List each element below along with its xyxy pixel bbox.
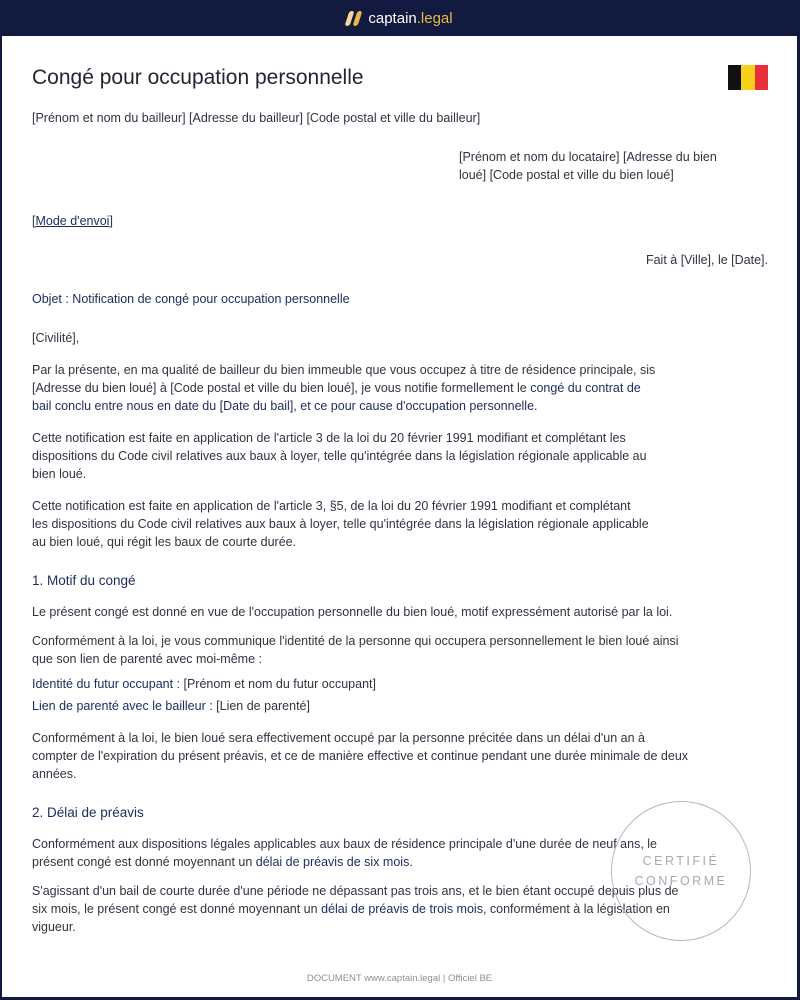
paragraph-motif: Le présent congé est donné en vue de l'occupation personnelle du bien loué, motif expressément autorisé par la loi. (32, 605, 673, 619)
tenant-address-block (459, 148, 717, 184)
field-label: Lien de parenté avec le bailleur : (32, 699, 217, 713)
document-footer: DOCUMENT www.captain.legal | Officiel BE (306, 973, 493, 984)
future-occupant-identity (32, 675, 376, 693)
paragraph-legal-basis-short-lease: Cette notification est faite en application de l'article 3, §5, de la loi du 20 février 1991 modifiant et complétant les dispositions du Code civil relatives aux baux à loyer, telle qu'intégrée dans la législation régionale applicable au bien loué, qui régit les baux de courte durée. (32, 499, 649, 549)
landlord-address-block: [Prénom et nom du bailleur] [Adresse du bailleur] [Code postal et ville du bailleur] (32, 111, 481, 125)
sending-method-link[interactable]: Mode d'envoi (35, 214, 110, 228)
subject-line: Objet : Notification de congé pour occupation personnelle (32, 292, 350, 306)
highlighted-term: congé du contrat de (530, 381, 641, 395)
field-value: [Prénom et nom du futur occupant] (183, 677, 376, 691)
captain-logo-icon (347, 11, 360, 26)
highlighted-term: bail conclu entre nous en date du [Date du bail], et ce pour cause d'occupation personnelle (32, 399, 535, 413)
place-date-line: Fait à [Ville], le [Date]. (645, 253, 768, 267)
document-title: Congé pour occupation personnelle (32, 66, 364, 89)
paragraph-notice-nine-years: Conformément aux dispositions légales applicables aux baux de résidence principale d'une durée de neuf ans, le présent congé est donné moyennant un délai de préavis de six mois. (32, 837, 658, 869)
document-page (2, 36, 797, 997)
tenant-address-line: [Prénom et nom du locataire] [Adresse du bien (459, 150, 717, 164)
section-heading-preavis: 2. Délai de préavis (32, 805, 144, 820)
stamp-text: CONFORME (634, 874, 728, 888)
field-value: [Lien de parenté] (216, 699, 310, 713)
sending-method-line: [Mode d'envoi] (32, 214, 113, 228)
belgium-flag-icon (728, 65, 768, 90)
certified-stamp (611, 801, 751, 941)
paragraph-identity-intro: Conformément à la loi, je vous communique l'identité de la personne qui occupera personnellement le bien loué ainsi que son lien de parenté avec moi-même : (32, 634, 679, 666)
tenant-address-line: loué] [Code postal et ville du bien loué] (459, 168, 674, 182)
paragraph-notification: Par la présente, en ma qualité de bailleur du bien immeuble que vous occupez à titre de résidence principale, sis [Adresse du bien loué] à [Code postal et ville du bien loué], je vous notifie formellement le congé du contrat de bail conclu entre nous en date du [Date du bail], et ce pour cause d'occupation personnelle. (32, 363, 656, 413)
field-label: Identité du futur occupant : (32, 677, 184, 691)
paragraph-notice-short-lease: S'agissant d'un bail de courte durée d'une période ne dépassant pas trois ans, et le bien étant occupé depuis plus de six mois, le présent congé est donné moyennant un délai de préavis de trois mois, conformément à la législation en vigueur. (32, 884, 679, 934)
stamp-text: CERTIFIÉ (642, 854, 720, 868)
brand-logo[interactable] (347, 10, 452, 27)
brand-name: captain.legal (368, 9, 453, 27)
highlighted-term: délai de préavis de six mois (255, 855, 410, 869)
salutation: [Civilité], (32, 331, 80, 345)
highlighted-term: délai de préavis de trois mois (321, 902, 483, 916)
brand-name-accent: .legal (416, 9, 453, 27)
section-heading-motif: 1. Motif du congé (32, 573, 136, 588)
paragraph-legal-basis: Cette notification est faite en application de l'article 3 de la loi du 20 février 1991 modifiant et complétant les dispositions du Code civil relatives aux baux à loyer, telle qu'intégrée dans la législation régionale applicable au bien loué. (32, 431, 647, 481)
relation-to-landlord (32, 697, 310, 715)
paragraph-occupation-obligation: Conformément à la loi, le bien loué sera effectivement occupé par la personne précitée dans un délai d'un an à compter de l'expiration du présent préavis, et ce de manière effective et continue pendant une durée minimale de deux années. (32, 731, 689, 781)
top-header-bar (0, 0, 800, 36)
